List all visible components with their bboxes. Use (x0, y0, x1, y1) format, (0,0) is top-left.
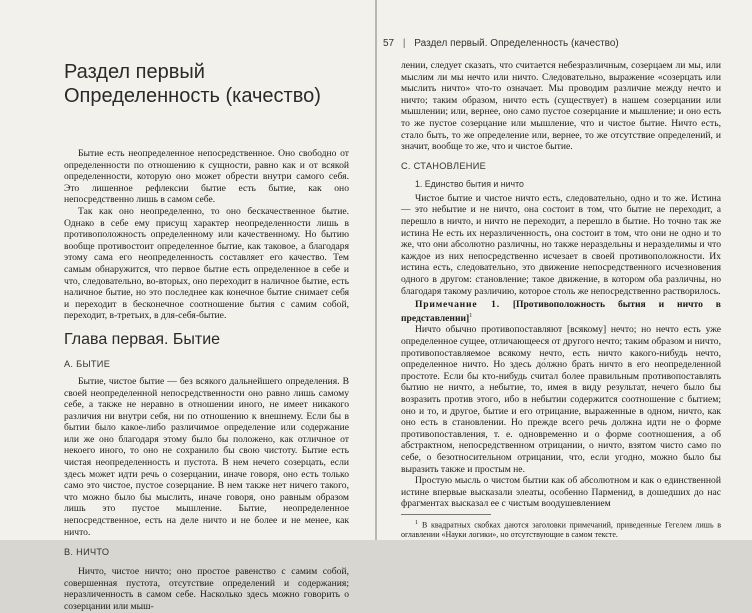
section-a-text: Бытие, чистое бытие — без всякого дальнейшего определения. В своей неопределенной непосредственности оно равно лишь самому себе, а также не неравно в отношении иного, не имеет никакого различия ни внутри себя, ни по отношению к внешнему. Если бы в бытии было какое-либо различимое определение или содержание или же оно благодаря этому было бы положено, как отличное от некоего иного, то оно не сохранило бы свою чистоту. Бытие есть чистая неопределенность и пустота. В нем нечего созерцать, если здесь может идти речь о созерцании, иначе говоря, оно есть только само это чистое, пустое созерцание. В нем также нет ничего такого, что можно было бы мыслить, иначе говоря, оно равным образом лишь это пустое мышление. Бытие, неопределенное непосредственное, есть на деле ничто и не более и не менее, как ничто. (64, 375, 349, 538)
section-b-text: Ничто, чистое ничто; оно простое равенство с самим собой, совершенная пустота, отсутствие определений и содержания; неразличенность в самом себе. Насколько здесь можно говорить о созерцании или мыш- (64, 566, 349, 612)
intro-paragraph-2: Так как оно неопределенно, то оно бескачественное бытие. Однако в себе ему присущ характер неопределенности лишь в противоположность определенному или качественному. Но бытию вообще противостоит определенное бытие, как таковое, а благодаря этому сама его неопределенность составляет его качество. Тем самым обнаружится, что первое бытие есть определенное в себе и что, следовательно, во-вторых, оно переходит в наличное бытие, есть наличное бытие, но это последнее как конечное бытие снимает себя и переходит в бесконечное соотношение бытия с самим собой, переходит, в-третьих, в для-себя-бытие. (64, 205, 349, 322)
part-title-line1: Раздел первый (64, 61, 205, 83)
running-header-title: Раздел первый. Определенность (качество) (414, 38, 619, 49)
footnote-text: В квадратных скобках даются заголовки примечаний, приведенные Гегелем лишь в оглавлении «Науки логики», но отсутствующие в самом тексте. (401, 520, 721, 540)
page-number: 57 (383, 38, 395, 49)
part-title (64, 60, 321, 108)
unity-paragraph: Чистое бытие и чистое ничто есть, следовательно, одно и то же. Истина — это небытие и не ничто, она состоит в том, что бытие не переходит, а перешло в ничто, и ничто не переходит, а перешло в бытие. Но точно так же истина Не есть их неразличенность, она состоит в том, что они не одно и то же, что они абсолютно различны, но также нераздельны и неразделимы и что каждое из них непосредственно исчезает в своей противоположности. Их истина есть, следовательно, это движение непосредственного исчезновения одного в другом: становление; такое движение, в котором оба различны, но благодаря такому различию, которое столь же непосредственно растворилось. (401, 192, 721, 297)
part-title-line2: Определенность (качество) (64, 85, 321, 107)
note-heading (401, 299, 721, 324)
note-paragraph-2: Простую мысль о чистом бытии как об абсолютном и как о единственной истине впервые высказали элеаты, особенно Парменид, в дошедших до нас фрагментах высказал ее с чистым воодушевлением (401, 475, 721, 510)
left-body (64, 148, 349, 613)
note-title: [Противоположность бытия и ничто в представлении] (401, 299, 721, 324)
running-header (383, 38, 619, 49)
header-separator: | (402, 38, 406, 49)
note-label: Примечание 1. (415, 299, 500, 311)
section-b-heading: В. НИЧТО (64, 547, 110, 558)
footnote-rule (401, 514, 491, 515)
chapter-title: Глава первая. Бытие (64, 330, 221, 348)
footnote (401, 519, 721, 540)
left-page (0, 0, 375, 612)
section-a-heading: А. БЫТИЕ (64, 358, 111, 369)
footnote-marker: 1 (469, 312, 473, 319)
note-paragraph-1: Ничто обычно противопоставляют [всякому] нечто; но нечто есть уже определенное сущее, отличающееся от другого нечто; таким образом и ничто, противопоставляемое всякому нечто, есть ничто какого-нибудь нечто, определенное ничто. Но здесь до́лжно брать ничто в его неопределенной простоте. Если бы кто-нибудь считал более правильным противопоставлять бытию не ничто, а небытие, то, имея в виду результат, нечего было бы возразить против этого, ибо в небытии содержится соотношение с бытием; оно и то, и другое, бытие и его отрицание, выраженные в одном, ничто, как оно есть в становлении. Но прежде всего речь должна идти не о форме противопоставления, т. е. одновременно и о форме соотношения, а об абстрактном, непосредственном отрицании, о ничто, взятом чисто само по себе, о безотносительном отрицании, что, если угодно, можно было бы выразить также и простым не. (401, 324, 721, 475)
subsection-heading: 1. Единство бытия и ничто (415, 178, 524, 189)
continuation-paragraph: лении, следует сказать, что считается небезразличным, созерцаем ли мы, или мыслим ли мы нечто или ничто. Следовательно, выражение «созерцать или мыслить ничто» что-то означает. Мы проводим различие между нечто и ничто; таким образом, ничто есть (существует) в нашем созерцании или мышлении; или, вернее, оно само пустое созерцание и мышление; и оно есть то же пустое созерцание или мышление, что и чистое бытие. Ничто есть, стало быть, то же определение или, вернее, то же отсутствие определений, и значит, вообще то же, что и чистое бытие. (401, 60, 721, 153)
section-c-heading: С. СТАНОВЛЕНИЕ (401, 160, 487, 171)
footnote-number: 1 (415, 519, 418, 526)
right-body (401, 60, 721, 540)
intro-paragraph-1: Бытие есть неопределенное непосредственное. Оно свободно от определенности по отношению к сущности, равно как и от всякой определенности, которую оно может обрести внутри самого себя. Это лишенное рефлексии бытие есть бытие, как оно непосредственно лишь в самом себе. (64, 148, 349, 206)
